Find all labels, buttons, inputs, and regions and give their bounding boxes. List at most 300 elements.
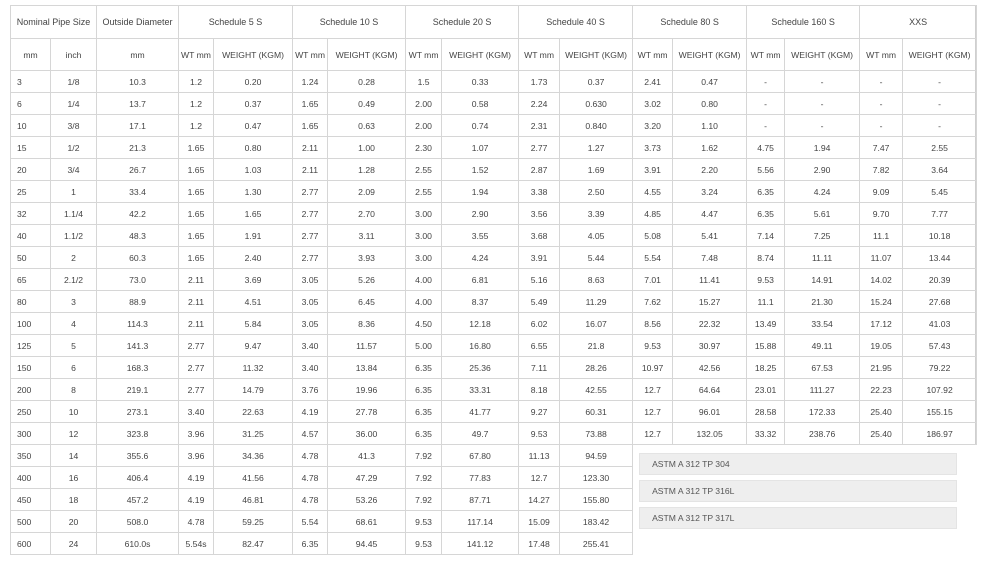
- table-cell: 7.92: [406, 489, 442, 511]
- table-cell: 10.3: [97, 71, 179, 93]
- table-cell: 3/4: [51, 159, 97, 181]
- table-cell: 1.5: [406, 71, 442, 93]
- table-cell: 15.09: [519, 511, 560, 533]
- table-cell: -: [747, 115, 785, 137]
- table-cell: 2.77: [179, 379, 214, 401]
- subheader-row: [11, 39, 977, 71]
- table-row: [11, 225, 977, 247]
- table-cell: 2.20: [673, 159, 747, 181]
- table-row: [11, 445, 977, 467]
- table-cell: 21.8: [560, 335, 633, 357]
- table-cell: 450: [11, 489, 51, 511]
- table-cell: 3: [11, 71, 51, 93]
- table-cell: 3.24: [673, 181, 747, 203]
- table-cell: 41.77: [442, 401, 519, 423]
- table-cell: 2.41: [633, 71, 673, 93]
- table-row: [11, 423, 977, 445]
- table-cell: 2.11: [179, 313, 214, 335]
- table-cell: -: [903, 93, 977, 115]
- table-cell: 67.53: [785, 357, 860, 379]
- table-cell: 2.70: [328, 203, 406, 225]
- table-cell: 141.12: [442, 533, 519, 555]
- table-cell: 25.40: [860, 401, 903, 423]
- table-cell: 2.55: [903, 137, 977, 159]
- table-cell: 2.55: [406, 181, 442, 203]
- table-cell: 4.85: [633, 203, 673, 225]
- table-cell: 2.1/2: [51, 269, 97, 291]
- table-cell: 13.84: [328, 357, 406, 379]
- table-cell: 125: [11, 335, 51, 357]
- table-row: [11, 401, 977, 423]
- table-cell: 8.36: [328, 313, 406, 335]
- table-cell: 7.14: [747, 225, 785, 247]
- table-cell: 17.48: [519, 533, 560, 555]
- table-cell: 1.62: [673, 137, 747, 159]
- table-cell: 15: [11, 137, 51, 159]
- table-cell: 3.93: [328, 247, 406, 269]
- table-cell: 20: [51, 511, 97, 533]
- table-row: [11, 181, 977, 203]
- table-cell: 4.51: [214, 291, 293, 313]
- material-grade-item: ASTM A 312 TP 317L: [639, 507, 957, 529]
- subheader-wt: WT mm: [860, 39, 903, 71]
- table-cell: 57.43: [903, 335, 977, 357]
- table-cell: 186.97: [903, 423, 977, 445]
- table-cell: 0.20: [214, 71, 293, 93]
- subheader-weight: WEIGHT (KGM): [785, 39, 860, 71]
- table-cell: 12.7: [519, 467, 560, 489]
- table-cell: 3.56: [519, 203, 560, 225]
- table-cell: 5.45: [903, 181, 977, 203]
- table-cell: 107.92: [903, 379, 977, 401]
- table-cell: 0.47: [673, 71, 747, 93]
- table-cell: 19.05: [860, 335, 903, 357]
- table-cell: 1.65: [179, 137, 214, 159]
- table-cell: 1.1/4: [51, 203, 97, 225]
- table-cell: 3.69: [214, 269, 293, 291]
- table-cell: 22.23: [860, 379, 903, 401]
- table-cell: 12.7: [633, 401, 673, 423]
- table-cell: 4.55: [633, 181, 673, 203]
- table-row: [11, 93, 977, 115]
- table-cell: 6.55: [519, 335, 560, 357]
- table-cell: 1.65: [179, 203, 214, 225]
- table-cell: 2.31: [519, 115, 560, 137]
- table-cell: 34.36: [214, 445, 293, 467]
- table-cell: 16.80: [442, 335, 519, 357]
- table-cell: 3.05: [293, 313, 328, 335]
- table-cell: 0.63: [328, 115, 406, 137]
- table-cell: 0.37: [214, 93, 293, 115]
- table-cell: 23.01: [747, 379, 785, 401]
- table-cell: 2.77: [293, 203, 328, 225]
- table-cell: 1.94: [785, 137, 860, 159]
- table-cell: 8.63: [560, 269, 633, 291]
- table-cell: 8.56: [633, 313, 673, 335]
- table-cell: 13.44: [903, 247, 977, 269]
- table-cell: 2.77: [293, 225, 328, 247]
- table-cell: 11.41: [673, 269, 747, 291]
- table-cell: 1.03: [214, 159, 293, 181]
- table-cell: 17.1: [97, 115, 179, 137]
- table-cell: 13.49: [747, 313, 785, 335]
- table-cell: 7.01: [633, 269, 673, 291]
- table-cell: 2.77: [293, 181, 328, 203]
- table-cell: 16: [51, 467, 97, 489]
- table-cell: 32: [11, 203, 51, 225]
- table-cell: 255.41: [560, 533, 633, 555]
- subheader-inch: inch: [51, 39, 97, 71]
- table-cell: 41.3: [328, 445, 406, 467]
- table-cell: 46.81: [214, 489, 293, 511]
- table-cell: 11.57: [328, 335, 406, 357]
- table-cell: 33.32: [747, 423, 785, 445]
- table-cell: 3.68: [519, 225, 560, 247]
- table-cell: 14.02: [860, 269, 903, 291]
- table-cell: 21.30: [785, 291, 860, 313]
- subheader-wt: WT mm: [747, 39, 785, 71]
- table-cell: 155.15: [903, 401, 977, 423]
- table-cell: 94.45: [328, 533, 406, 555]
- table-cell: 6.81: [442, 269, 519, 291]
- table-cell: 0.840: [560, 115, 633, 137]
- table-cell: 155.80: [560, 489, 633, 511]
- table-cell: 7.77: [903, 203, 977, 225]
- table-cell: 1.94: [442, 181, 519, 203]
- table-cell: 323.8: [97, 423, 179, 445]
- header-schedule-20s: Schedule 20 S: [406, 6, 519, 39]
- table-cell: 172.33: [785, 401, 860, 423]
- table-cell: 6.35: [406, 357, 442, 379]
- table-cell: 238.76: [785, 423, 860, 445]
- table-cell: 15.27: [673, 291, 747, 313]
- table-cell: -: [860, 115, 903, 137]
- table-cell: 3.38: [519, 181, 560, 203]
- table-cell: 50: [11, 247, 51, 269]
- table-cell: 1.28: [328, 159, 406, 181]
- table-cell: 9.53: [406, 533, 442, 555]
- table-cell: 73.88: [560, 423, 633, 445]
- table-cell: 0.33: [442, 71, 519, 93]
- table-cell: 82.47: [214, 533, 293, 555]
- table-cell: 1.2: [179, 115, 214, 137]
- table-cell: 41.03: [903, 313, 977, 335]
- table-cell: 11.1: [860, 225, 903, 247]
- table-row: [11, 335, 977, 357]
- table-cell: 1.2: [179, 71, 214, 93]
- table-cell: 610.0s: [97, 533, 179, 555]
- table-cell: 3.39: [560, 203, 633, 225]
- table-cell: 65: [11, 269, 51, 291]
- table-cell: 67.80: [442, 445, 519, 467]
- table-cell: 2.09: [328, 181, 406, 203]
- table-cell: 4.05: [560, 225, 633, 247]
- table-cell: 14.79: [214, 379, 293, 401]
- table-cell: 0.37: [560, 71, 633, 93]
- table-cell: 5.44: [560, 247, 633, 269]
- table-cell: 6.35: [747, 203, 785, 225]
- table-cell: 1.91: [214, 225, 293, 247]
- table-cell: 5.61: [785, 203, 860, 225]
- table-cell: 117.14: [442, 511, 519, 533]
- table-cell: 0.49: [328, 93, 406, 115]
- table-cell: 183.42: [560, 511, 633, 533]
- table-cell: 9.53: [633, 335, 673, 357]
- table-cell: 9.09: [860, 181, 903, 203]
- table-cell: 49.11: [785, 335, 860, 357]
- table-cell: 1.65: [179, 159, 214, 181]
- table-cell: 30.97: [673, 335, 747, 357]
- table-cell: 2: [51, 247, 97, 269]
- table-cell: 1.24: [293, 71, 328, 93]
- table-cell: 8: [51, 379, 97, 401]
- table-cell: 4.47: [673, 203, 747, 225]
- table-cell: 2.87: [519, 159, 560, 181]
- subheader-weight: WEIGHT (KGM): [214, 39, 293, 71]
- subheader-weight: WEIGHT (KGM): [560, 39, 633, 71]
- table-cell: 24: [51, 533, 97, 555]
- table-cell: 1.2: [179, 93, 214, 115]
- subheader-wt: WT mm: [406, 39, 442, 71]
- table-cell: 9.53: [747, 269, 785, 291]
- header-schedule-160s: Schedule 160 S: [747, 6, 860, 39]
- table-cell: 5.16: [519, 269, 560, 291]
- table-cell: 20: [11, 159, 51, 181]
- table-header: [11, 6, 977, 71]
- table-cell: 7.82: [860, 159, 903, 181]
- table-cell: 11.29: [560, 291, 633, 313]
- table-cell: 1.65: [293, 93, 328, 115]
- table-cell: 8.18: [519, 379, 560, 401]
- table-cell: 111.27: [785, 379, 860, 401]
- table-cell: 123.30: [560, 467, 633, 489]
- table-cell: 4.19: [179, 489, 214, 511]
- table-cell: 16.07: [560, 313, 633, 335]
- table-cell: 79.22: [903, 357, 977, 379]
- table-cell: 14.91: [785, 269, 860, 291]
- table-row: [11, 115, 977, 137]
- table-cell: 1/2: [51, 137, 97, 159]
- table-cell: 4: [51, 313, 97, 335]
- table-cell: 4.57: [293, 423, 328, 445]
- table-cell: 1: [51, 181, 97, 203]
- table-cell: 28.58: [747, 401, 785, 423]
- table-cell: 3.00: [406, 225, 442, 247]
- table-cell: 42.55: [560, 379, 633, 401]
- table-cell: 33.54: [785, 313, 860, 335]
- table-cell: 20.39: [903, 269, 977, 291]
- subheader-mm: mm: [11, 39, 51, 71]
- table-cell: 1/4: [51, 93, 97, 115]
- table-row: [11, 71, 977, 93]
- material-grade-item: ASTM A 312 TP 304: [639, 453, 957, 475]
- table-cell: 18: [51, 489, 97, 511]
- subheader-wt: WT mm: [293, 39, 328, 71]
- table-cell: 7.25: [785, 225, 860, 247]
- table-cell: 10.18: [903, 225, 977, 247]
- table-cell: 2.50: [560, 181, 633, 203]
- table-cell: 1.27: [560, 137, 633, 159]
- table-cell: 1.52: [442, 159, 519, 181]
- table-cell: 5.26: [328, 269, 406, 291]
- table-cell: 114.3: [97, 313, 179, 335]
- table-body: [11, 71, 977, 555]
- table-cell: 11.1: [747, 291, 785, 313]
- table-cell: 1.65: [293, 115, 328, 137]
- table-cell: -: [785, 71, 860, 93]
- subheader-weight: WEIGHT (KGM): [442, 39, 519, 71]
- table-cell: 168.3: [97, 357, 179, 379]
- table-cell: 17.12: [860, 313, 903, 335]
- table-cell: 41.56: [214, 467, 293, 489]
- table-cell: 6.35: [406, 379, 442, 401]
- header-outside-diameter: Outside Diameter: [97, 6, 179, 39]
- table-cell: 200: [11, 379, 51, 401]
- table-cell: 25.36: [442, 357, 519, 379]
- table-cell: 49.7: [442, 423, 519, 445]
- table-row: [11, 247, 977, 269]
- table-cell: 4.50: [406, 313, 442, 335]
- table-cell: 4.24: [785, 181, 860, 203]
- table-cell: 2.77: [179, 357, 214, 379]
- table-cell: 22.63: [214, 401, 293, 423]
- table-cell: 40: [11, 225, 51, 247]
- table-row: [11, 291, 977, 313]
- table-cell: 1.69: [560, 159, 633, 181]
- table-cell: 15.24: [860, 291, 903, 313]
- table-cell: 3.96: [179, 423, 214, 445]
- header-schedule-5s: Schedule 5 S: [179, 6, 293, 39]
- table-cell: 3.05: [293, 269, 328, 291]
- table-cell: 3.91: [633, 159, 673, 181]
- table-cell: 100: [11, 313, 51, 335]
- subheader-wt: WT mm: [179, 39, 214, 71]
- subheader-weight: WEIGHT (KGM): [673, 39, 747, 71]
- table-cell: 4.00: [406, 269, 442, 291]
- table-cell: 14.27: [519, 489, 560, 511]
- table-cell: 5: [51, 335, 97, 357]
- table-cell: 28.26: [560, 357, 633, 379]
- table-cell: -: [903, 71, 977, 93]
- table-row: [11, 159, 977, 181]
- table-cell: 6: [51, 357, 97, 379]
- table-cell: 42.56: [673, 357, 747, 379]
- table-cell: 7.47: [860, 137, 903, 159]
- table-cell: 2.55: [406, 159, 442, 181]
- table-cell: 406.4: [97, 467, 179, 489]
- table-row: [11, 357, 977, 379]
- table-cell: 3.64: [903, 159, 977, 181]
- table-row: [11, 269, 977, 291]
- table-cell: 9.53: [519, 423, 560, 445]
- table-cell: 94.59: [560, 445, 633, 467]
- table-cell: 96.01: [673, 401, 747, 423]
- table-cell: 0.47: [214, 115, 293, 137]
- table-cell: 3.40: [293, 335, 328, 357]
- table-cell: 31.25: [214, 423, 293, 445]
- table-cell: 500: [11, 511, 51, 533]
- table-cell: 25: [11, 181, 51, 203]
- table-cell: 3.96: [179, 445, 214, 467]
- table-cell: -: [747, 71, 785, 93]
- table-cell: 2.11: [293, 137, 328, 159]
- table-cell: 27.68: [903, 291, 977, 313]
- table-cell: 1.30: [214, 181, 293, 203]
- table-cell: 4.19: [293, 401, 328, 423]
- table-cell: 3.11: [328, 225, 406, 247]
- table-cell: 1.07: [442, 137, 519, 159]
- table-cell: 150: [11, 357, 51, 379]
- table-cell: 4.24: [442, 247, 519, 269]
- table-cell: 53.26: [328, 489, 406, 511]
- table-cell: 141.3: [97, 335, 179, 357]
- table-cell: 7.48: [673, 247, 747, 269]
- table-cell: 10.97: [633, 357, 673, 379]
- table-cell: 21.3: [97, 137, 179, 159]
- table-cell: 7.92: [406, 445, 442, 467]
- table-cell: 5.56: [747, 159, 785, 181]
- table-cell: 2.11: [179, 269, 214, 291]
- table-cell: 0.630: [560, 93, 633, 115]
- table-cell: 6.02: [519, 313, 560, 335]
- table-cell: 0.80: [673, 93, 747, 115]
- table-cell: 2.11: [179, 291, 214, 313]
- table-cell: 9.70: [860, 203, 903, 225]
- table-cell: 7.62: [633, 291, 673, 313]
- table-cell: 3.76: [293, 379, 328, 401]
- table-cell: 48.3: [97, 225, 179, 247]
- table-cell: 87.71: [442, 489, 519, 511]
- table-cell: 3/8: [51, 115, 97, 137]
- table-cell: 6.35: [293, 533, 328, 555]
- table-cell: 77.83: [442, 467, 519, 489]
- table-cell: 508.0: [97, 511, 179, 533]
- material-grade-item: ASTM A 312 TP 316L: [639, 480, 957, 502]
- table-row: [11, 313, 977, 335]
- table-cell: -: [860, 93, 903, 115]
- table-cell: 12.18: [442, 313, 519, 335]
- header-xxs: XXS: [860, 6, 977, 39]
- table-cell: 6.35: [747, 181, 785, 203]
- table-cell: 21.95: [860, 357, 903, 379]
- header-nominal-pipe-size: Nominal Pipe Size: [11, 6, 97, 39]
- table-cell: 26.7: [97, 159, 179, 181]
- table-cell: 0.58: [442, 93, 519, 115]
- table-cell: 2.90: [785, 159, 860, 181]
- table-cell: 0.74: [442, 115, 519, 137]
- table-cell: 1.65: [179, 225, 214, 247]
- table-cell: 2.77: [519, 137, 560, 159]
- table-cell: 5.41: [673, 225, 747, 247]
- table-cell: 88.9: [97, 291, 179, 313]
- subheader-weight: WEIGHT (KGM): [328, 39, 406, 71]
- material-grade-panel: [633, 445, 977, 555]
- table-cell: 5.00: [406, 335, 442, 357]
- table-cell: 3.00: [406, 203, 442, 225]
- table-cell: 2.30: [406, 137, 442, 159]
- table-cell: 80: [11, 291, 51, 313]
- table-cell: 73.0: [97, 269, 179, 291]
- subheader-weight: WEIGHT (KGM): [903, 39, 977, 71]
- table-cell: 355.6: [97, 445, 179, 467]
- table-cell: 2.40: [214, 247, 293, 269]
- table-cell: 250: [11, 401, 51, 423]
- table-cell: 1.10: [673, 115, 747, 137]
- subheader-od-mm: mm: [97, 39, 179, 71]
- table-cell: 6.45: [328, 291, 406, 313]
- table-cell: 4.78: [293, 467, 328, 489]
- table-cell: 47.29: [328, 467, 406, 489]
